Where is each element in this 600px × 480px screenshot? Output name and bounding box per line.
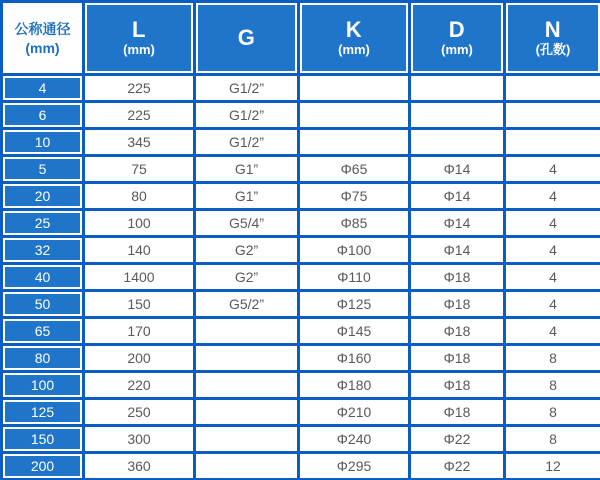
table-cell: Φ210 — [299, 399, 410, 426]
table-row — [2, 264, 600, 291]
table-cell — [505, 129, 600, 156]
table-cell: Φ14 — [410, 183, 505, 210]
column-header-title: L — [132, 17, 146, 42]
table-row — [2, 372, 600, 399]
table-cell — [299, 75, 410, 102]
table-cell: 8 — [505, 345, 600, 372]
row-header-cell: 50 — [2, 291, 84, 318]
table-cell: Φ22 — [410, 426, 505, 453]
table-cell: 4 — [505, 156, 600, 183]
row-header-cell: 6 — [2, 102, 84, 129]
table-cell: Φ18 — [410, 318, 505, 345]
table-cell — [195, 399, 299, 426]
table-row — [2, 210, 600, 237]
table-cell: Φ18 — [410, 264, 505, 291]
table-cell: 8 — [505, 426, 600, 453]
table-row — [2, 129, 600, 156]
column-header-title: 公称通径 — [14, 20, 71, 37]
column-header-unit: (mm) — [123, 42, 155, 57]
table-cell: 75 — [84, 156, 195, 183]
corner-header-cell — [2, 2, 84, 75]
table-cell: 150 — [84, 291, 195, 318]
table-row — [2, 102, 600, 129]
table-cell: G1” — [195, 183, 299, 210]
table-cell: Φ65 — [299, 156, 410, 183]
table-cell: 12 — [505, 453, 600, 480]
table-cell — [195, 426, 299, 453]
table-cell: Φ85 — [299, 210, 410, 237]
row-header-cell: 20 — [2, 183, 84, 210]
table-cell: 170 — [84, 318, 195, 345]
column-header-cell — [195, 2, 299, 75]
table-cell: 100 — [84, 210, 195, 237]
table-cell: Φ180 — [299, 372, 410, 399]
table-body — [2, 75, 600, 480]
table-cell — [410, 75, 505, 102]
row-header-cell: 80 — [2, 345, 84, 372]
table-cell: 360 — [84, 453, 195, 480]
table-row — [2, 75, 600, 102]
column-header-unit: (孔数) — [535, 42, 571, 57]
table-cell: G2” — [195, 264, 299, 291]
table-cell: Φ110 — [299, 264, 410, 291]
table-cell: G2” — [195, 237, 299, 264]
column-header-title: D — [448, 17, 466, 42]
table-cell: Φ18 — [410, 399, 505, 426]
table-cell — [410, 102, 505, 129]
table-cell — [195, 453, 299, 480]
row-header-cell: 40 — [2, 264, 84, 291]
table-cell: 345 — [84, 129, 195, 156]
table-cell: 4 — [505, 183, 600, 210]
column-header-cell — [84, 2, 195, 75]
row-header-cell: 150 — [2, 426, 84, 453]
table-cell: Φ100 — [299, 237, 410, 264]
table-cell: 140 — [84, 237, 195, 264]
column-header-unit: (mm) — [441, 42, 473, 57]
table-header — [2, 2, 600, 75]
row-header-cell: 5 — [2, 156, 84, 183]
row-header-cell: 100 — [2, 372, 84, 399]
table-cell: Φ18 — [410, 291, 505, 318]
table-cell: 80 — [84, 183, 195, 210]
table-cell: Φ14 — [410, 210, 505, 237]
table-cell: Φ14 — [410, 156, 505, 183]
row-header-cell: 32 — [2, 237, 84, 264]
table-cell: 4 — [505, 291, 600, 318]
table-cell: G5/2” — [195, 291, 299, 318]
table-cell: 4 — [505, 264, 600, 291]
table-row — [2, 399, 600, 426]
table-cell: Φ14 — [410, 237, 505, 264]
table-cell: 1400 — [84, 264, 195, 291]
table-cell: 225 — [84, 102, 195, 129]
table-row — [2, 237, 600, 264]
table-row — [2, 345, 600, 372]
row-header-cell: 65 — [2, 318, 84, 345]
table-row — [2, 156, 600, 183]
table-cell: G5/4” — [195, 210, 299, 237]
table-cell: 4 — [505, 318, 600, 345]
table-cell: Φ22 — [410, 453, 505, 480]
row-header-cell: 4 — [2, 75, 84, 102]
column-header-title: N — [544, 17, 562, 42]
table-cell: 225 — [84, 75, 195, 102]
table-row — [2, 318, 600, 345]
table-cell: G1/2” — [195, 75, 299, 102]
table-cell: 200 — [84, 345, 195, 372]
table-cell: 220 — [84, 372, 195, 399]
row-header-cell: 200 — [2, 453, 84, 480]
table-row — [2, 291, 600, 318]
table-row — [2, 183, 600, 210]
column-header-unit: (mm) — [338, 42, 370, 57]
table-cell: 8 — [505, 399, 600, 426]
column-header-cell — [505, 2, 600, 75]
table-cell: Φ125 — [299, 291, 410, 318]
table-row — [2, 426, 600, 453]
table-cell: Φ240 — [299, 426, 410, 453]
table-cell: Φ295 — [299, 453, 410, 480]
row-header-cell: 125 — [2, 399, 84, 426]
table-cell: 250 — [84, 399, 195, 426]
header-row — [2, 2, 600, 75]
table-cell: 4 — [505, 210, 600, 237]
table-cell — [299, 102, 410, 129]
table-cell — [299, 129, 410, 156]
table-cell: 300 — [84, 426, 195, 453]
table-cell: Φ160 — [299, 345, 410, 372]
table-cell — [505, 75, 600, 102]
row-header-cell: 25 — [2, 210, 84, 237]
column-header-cell — [410, 2, 505, 75]
table-cell: Φ18 — [410, 345, 505, 372]
column-header-title: G — [237, 25, 256, 50]
table-cell: G1/2” — [195, 129, 299, 156]
table-cell: 8 — [505, 372, 600, 399]
table-row — [2, 453, 600, 480]
table-cell: Φ75 — [299, 183, 410, 210]
table-cell — [195, 345, 299, 372]
row-header-cell: 10 — [2, 129, 84, 156]
table-cell: 4 — [505, 237, 600, 264]
column-header-title: K — [345, 17, 363, 42]
table-cell: Φ145 — [299, 318, 410, 345]
column-header-cell — [299, 2, 410, 75]
table-cell — [195, 372, 299, 399]
table-cell — [505, 102, 600, 129]
table-cell: G1” — [195, 156, 299, 183]
table-cell — [410, 129, 505, 156]
table-cell: G1/2” — [195, 102, 299, 129]
table-cell — [195, 318, 299, 345]
column-header-unit: (mm) — [25, 39, 60, 56]
table-cell: Φ18 — [410, 372, 505, 399]
